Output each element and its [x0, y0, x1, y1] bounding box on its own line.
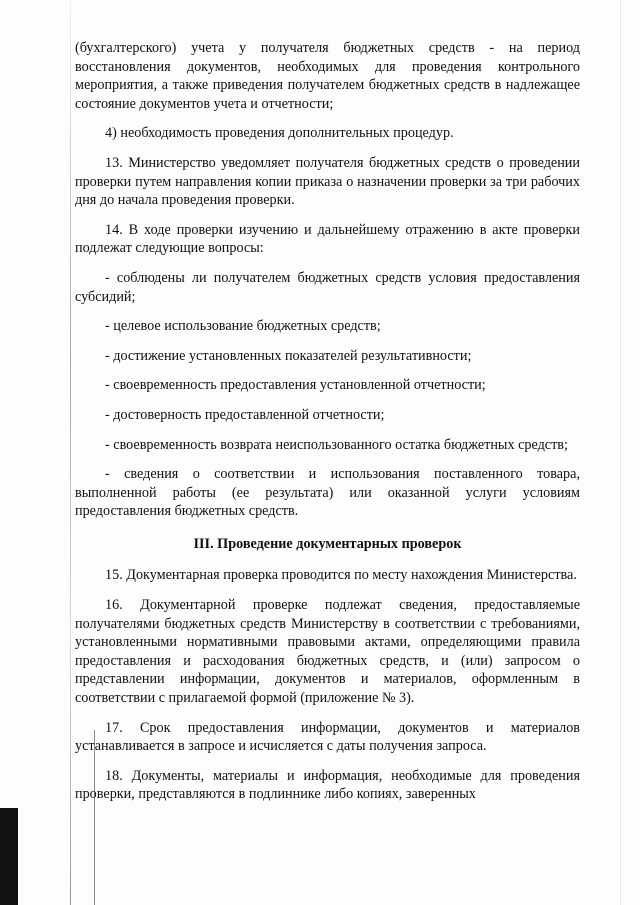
section-heading: III. Проведение документарных проверок: [193, 535, 462, 552]
paragraph-13: 13. Министерство уведомляет получателя бюджетных средств о проведении проверки путем направления копии приказа о назначении проверки за три рабочих дня до начала проведения проверки.: [75, 154, 580, 209]
paragraph-14: 14. В ходе проверки изучению и дальнейшему отражению в акте проверки подлежат следующие вопросы:: [75, 221, 580, 257]
scan-edge-line: [70, 0, 71, 905]
list-item: - сведения о соответствии и использования поставленного товара, выполненной работы (ее результата) или оказанной услуги условиям предоставления бюджетных средств.: [75, 466, 580, 520]
scan-edge-line: [620, 0, 621, 905]
list-item: - соблюдены ли получателем бюджетных средств условия предоставления субсидий;: [75, 269, 580, 305]
list-item: - достижение установленных показателей результативности;: [105, 347, 472, 364]
list-item: - своевременность возврата неиспользованного остатка бюджетных средств;: [105, 436, 568, 453]
paragraph-17: 17. Срок предоставления информации, документов и материалов устанавливается в запросе и исчисляется с даты получения запроса.: [75, 719, 580, 755]
paragraph-16: 16. Документарной проверке подлежат сведения, предоставляемые получателями бюджетных средств Министерству в соответствии с требованиями, установленными нормативными правовыми актами, определяющими правила предоставления и расходования бюджетных средств, и (или) запросом о представлении информации, документов и материалов, оформленным в соответствии с прилагаемой формой (приложение № 3).: [75, 597, 580, 707]
paragraph-continuation: (бухгалтерского) учета у получателя бюджетных средств - на период восстановления документов, необходимых для проведения контрольного мероприятия, а также приведения получателем бюджетных средств в надлежащее состояние документов учета и отчетности;: [75, 40, 580, 112]
list-item: - целевое использование бюджетных средств;: [105, 318, 381, 335]
paragraph-item-4: 4) необходимость проведения дополнительных процедур.: [105, 125, 454, 142]
list-item: - достоверность предоставленной отчетности;: [105, 406, 385, 423]
paragraph-15: 15. Документарная проверка проводится по месту нахождения Министерства.: [105, 567, 577, 584]
document-body: [75, 39, 580, 804]
paragraph-18: 18. Документы, материалы и информация, необходимые для проведения проверки, представляются в подлиннике либо копиях, заверенных: [75, 767, 580, 803]
scan-corner-mark: [0, 808, 18, 905]
list-item: - своевременность предоставления установленной отчетности;: [105, 377, 486, 394]
